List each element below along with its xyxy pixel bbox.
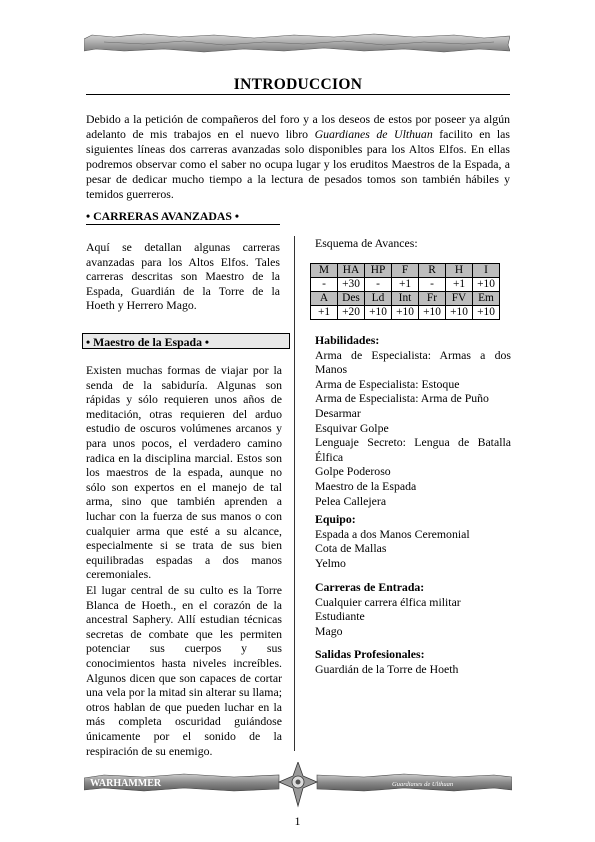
schema-label: Esquema de Avances: <box>315 236 418 250</box>
footer-decoration <box>84 762 512 812</box>
entry-career-item: Estudiante <box>315 609 365 624</box>
stat-value: +20 <box>338 306 365 320</box>
advances-value-row-1 <box>311 278 500 292</box>
intro-paragraph <box>86 112 510 202</box>
page-number: 1 <box>294 814 301 828</box>
exit-career-item: Guardián de la Torre de Hoeth <box>315 661 459 676</box>
stat-header: Ld <box>365 292 392 306</box>
stat-value: - <box>311 278 338 292</box>
stat-value: +1 <box>446 278 473 292</box>
stat-value: +10 <box>446 306 473 320</box>
skills-heading: Habilidades: <box>315 333 380 347</box>
stat-header: F <box>392 264 419 278</box>
equipment-item: Espada a dos Manos Ceremonial <box>315 526 470 541</box>
stat-header: Em <box>473 292 500 306</box>
stat-value: +10 <box>365 306 392 320</box>
skill-item: Golpe Poderoso <box>315 464 391 479</box>
skill-item: Lenguaje Secreto: Lengua de Batalla Élfica <box>315 435 511 464</box>
stat-value: +1 <box>392 278 419 292</box>
equipment-block <box>315 512 511 570</box>
skill-item: Arma de Especialista: Estoque <box>315 376 460 391</box>
footer-book-title: Guardianes de Ulthuan <box>392 781 454 788</box>
stat-header: Fr <box>419 292 446 306</box>
stat-header: Int <box>392 292 419 306</box>
equipment-item: Yelmo <box>315 555 346 570</box>
section-heading: • CARRERAS AVANZADAS • <box>86 209 240 223</box>
footer-warhammer-logo: WARHAMMER <box>90 778 162 789</box>
exit-careers-heading: Salidas Profesionales: <box>315 647 425 661</box>
stat-header: H <box>446 264 473 278</box>
stat-header: HP <box>365 264 392 278</box>
stat-value: +10 <box>473 278 500 292</box>
career-heading: • Maestro de la Espada • <box>82 333 290 349</box>
advances-value-row-2 <box>311 306 500 320</box>
page-title: INTRODUCCION <box>233 76 363 93</box>
stat-value: - <box>419 278 446 292</box>
stat-header: Des <box>338 292 365 306</box>
equipment-heading: Equipo: <box>315 512 356 526</box>
stat-header: A <box>311 292 338 306</box>
stat-value: +1 <box>311 306 338 320</box>
skill-item: Pelea Callejera <box>315 493 387 508</box>
section-text: Aquí se detallan algunas carreras avanzadas para los Altos Elfos. Tales carreras descritas son Maestro de la Espada, Guardián de la Torre de la Hoeth y Herrero Mago. <box>86 240 280 313</box>
skill-item: Esquivar Golpe <box>315 420 389 435</box>
entry-career-item: Mago <box>315 623 343 638</box>
stat-header: M <box>311 264 338 278</box>
skill-item: Desarmar <box>315 405 361 420</box>
top-banner-decoration <box>84 33 510 53</box>
entry-career-item: Cualquier carrera élfica militar <box>315 594 461 609</box>
exit-careers-block <box>315 647 511 676</box>
advances-table <box>310 263 500 320</box>
entry-careers-heading: Carreras de Entrada: <box>315 580 425 594</box>
stat-value: +10 <box>419 306 446 320</box>
stat-value: +10 <box>473 306 500 320</box>
stat-header: I <box>473 264 500 278</box>
intro-text-before: Debido a la petición de compañeros del foro y a los deseos de estos por poseer ya algún adelanto de mis trabajos en el nuevo libro <box>86 112 510 141</box>
skills-block <box>315 333 511 508</box>
skill-item: Maestro de la Espada <box>315 478 417 493</box>
advances-header-row-1 <box>311 264 500 278</box>
career-paragraph-2: El lugar central de su culto es la Torre Blanca de Hoeth., en el corazón de la ancestral Saphery. Allí estudian técnicas secretas de combate que les permiten potenciar sus cuerpos y sus conocimientos hasta niveles increíbles. Algunos dicen que son capaces de cortar una vela por la mitad sin alterar su llama; otros hablan de que pueden luchar en la más completa oscuridad guiándose únicamente por el sonido de la respiración de su enemigo. <box>86 583 282 758</box>
stat-value: +10 <box>392 306 419 320</box>
stat-value: - <box>365 278 392 292</box>
entry-careers-block <box>315 580 511 638</box>
intro-text-after: facilito en las siguientes líneas dos carreras avanzadas solo disponibles para los Altos Elfos. En ellas podremos observar como el saber no ocupa lugar y los eruditos Maestros de la Espada, a pesar de dedicar mucho tiempo a la lectura de pesados tomos son también hábiles y temidos guerreros. <box>86 127 510 201</box>
skill-item: Arma de Especialista: Arma de Puño <box>315 391 489 406</box>
stat-header: FV <box>446 292 473 306</box>
stat-header: R <box>419 264 446 278</box>
footer-emblem-icon <box>279 762 317 806</box>
advances-header-row-2 <box>311 292 500 306</box>
section-underline <box>86 224 280 225</box>
title-underline <box>86 94 510 95</box>
stat-value: +30 <box>338 278 365 292</box>
column-divider <box>294 236 295 751</box>
book-title: Guardianes de Ulthuan <box>314 127 433 141</box>
equipment-item: Cota de Mallas <box>315 541 387 556</box>
stat-header: HA <box>338 264 365 278</box>
career-paragraph-1: Existen muchas formas de viajar por la senda de la sabiduría. Algunas son rápidas y sólo requieren unos años de meditación, otras requieren del arduo estudio de oscuros volúmenes arcanos y para unos pocos, el verdadero camino radica en la disciplina marcial. Estos son los maestros de la espada, aunque no sólo son expertos en el manejo de tal arma, sino que también aprenden a luchar con la fuerza de sus manos o con cualquier arma que esté a su alcance, especialmente si se trata de sus bien equilibradas espadas a dos manos ceremoniales. <box>86 363 282 582</box>
skill-item: Arma de Especialista: Armas a dos Manos <box>315 347 511 377</box>
